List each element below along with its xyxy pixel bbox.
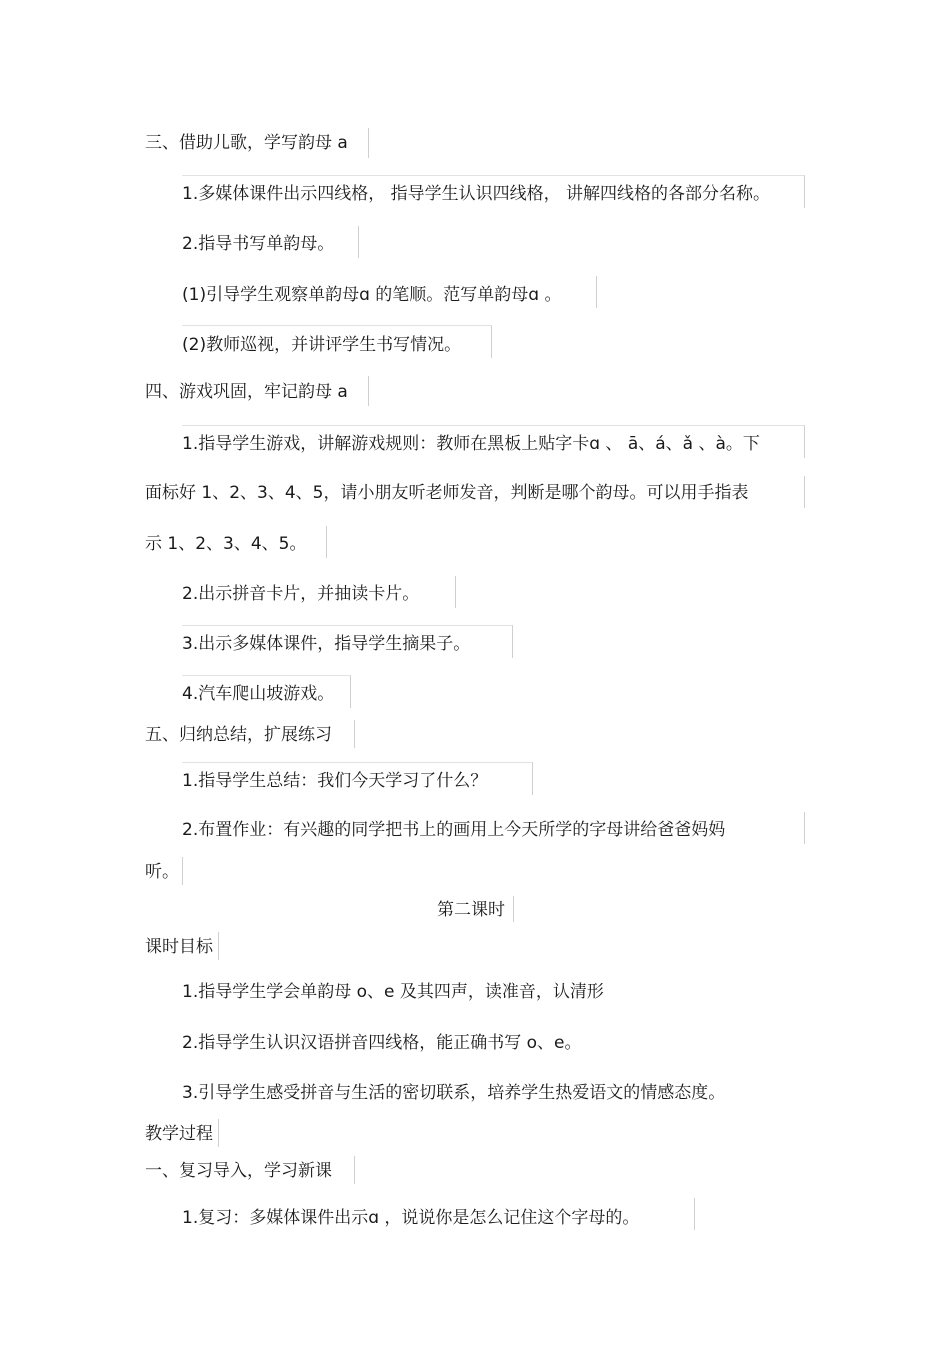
body-text: 2.出示拼音卡片，并抽读卡片。 xyxy=(182,584,420,604)
text-frame-mark xyxy=(430,576,456,608)
body-text: (1)引导学生观察单韵母ɑ 的笔顺。范写单韵母ɑ 。 xyxy=(182,285,562,305)
body-text: 3.引导学生感受拼音与生活的密切联系，培养学生热爱语文的情感态度。 xyxy=(182,1083,726,1103)
text-frame-mark xyxy=(182,675,351,708)
section-heading: 课时目标 xyxy=(145,937,213,957)
text-frame-mark xyxy=(182,625,513,658)
text-frame-mark xyxy=(200,932,219,960)
section-heading: 四、游戏巩固，牢记韵母 a xyxy=(145,382,348,402)
body-text: 2.指导学生认识汉语拼音四线格，能正确书写 o、e。 xyxy=(182,1033,582,1053)
text-frame-mark xyxy=(340,376,369,406)
body-text: 面标好 1、2、3、4、5，请小朋友听老师发音，判断是哪个韵母。可以用手指表 xyxy=(145,483,749,503)
body-text: 1.多媒体课件出示四线格， 指导学生认识四线格， 讲解四线格的各部分名称。 xyxy=(182,184,771,204)
text-frame-mark xyxy=(200,1119,219,1147)
body-text: 2.指导书写单韵母。 xyxy=(182,234,335,254)
body-text: 4.汽车爬山坡游戏。 xyxy=(182,684,335,704)
body-text: 3.出示多媒体课件，指导学生摘果子。 xyxy=(182,634,471,654)
text-frame-mark xyxy=(670,1198,695,1230)
text-frame-mark xyxy=(495,896,514,922)
text-frame-mark xyxy=(182,325,492,358)
section-heading: 一、复习导入，学习新课 xyxy=(145,1161,332,1181)
section-heading: 三、借助儿歌，学写韵母 a xyxy=(145,133,348,153)
body-text: 示 1、2、3、4、5。 xyxy=(145,534,307,554)
text-frame-mark xyxy=(330,226,359,258)
text-frame-mark xyxy=(182,175,805,208)
body-text: 1.指导学生学会单韵母 o、e 及其四声，读准音，认清形 xyxy=(182,982,604,1002)
text-frame-mark xyxy=(780,812,805,844)
body-text: (2)教师巡视，并讲评学生书写情况。 xyxy=(182,335,462,355)
body-text: 2.布置作业：有兴趣的同学把书上的画用上今天所学的字母讲给爸爸妈妈 xyxy=(182,820,726,840)
body-text: 1.复习：多媒体课件出示ɑ ，说说你是怎么记住这个字母的。 xyxy=(182,1208,640,1228)
text-frame-mark xyxy=(182,425,805,458)
text-frame-mark xyxy=(330,720,355,748)
text-frame-mark xyxy=(160,857,183,885)
text-frame-mark xyxy=(300,526,327,558)
body-text: 1.指导学生总结：我们今天学习了什么？ xyxy=(182,771,488,791)
section-heading: 教学过程 xyxy=(145,1124,213,1144)
text-frame-mark xyxy=(340,128,369,158)
body-text: 1.指导学生游戏，讲解游戏规则：教师在黑板上贴字卡ɑ 、 ā、á、ǎ 、à。下 xyxy=(182,434,760,454)
text-frame-mark xyxy=(182,762,533,795)
body-text: 听。 xyxy=(145,862,179,882)
lesson-title: 第二课时 xyxy=(437,900,505,920)
section-heading: 五、归纳总结，扩展练习 xyxy=(145,725,332,745)
text-frame-mark xyxy=(560,276,597,308)
text-frame-mark xyxy=(330,1156,355,1184)
text-frame-mark xyxy=(780,476,805,508)
